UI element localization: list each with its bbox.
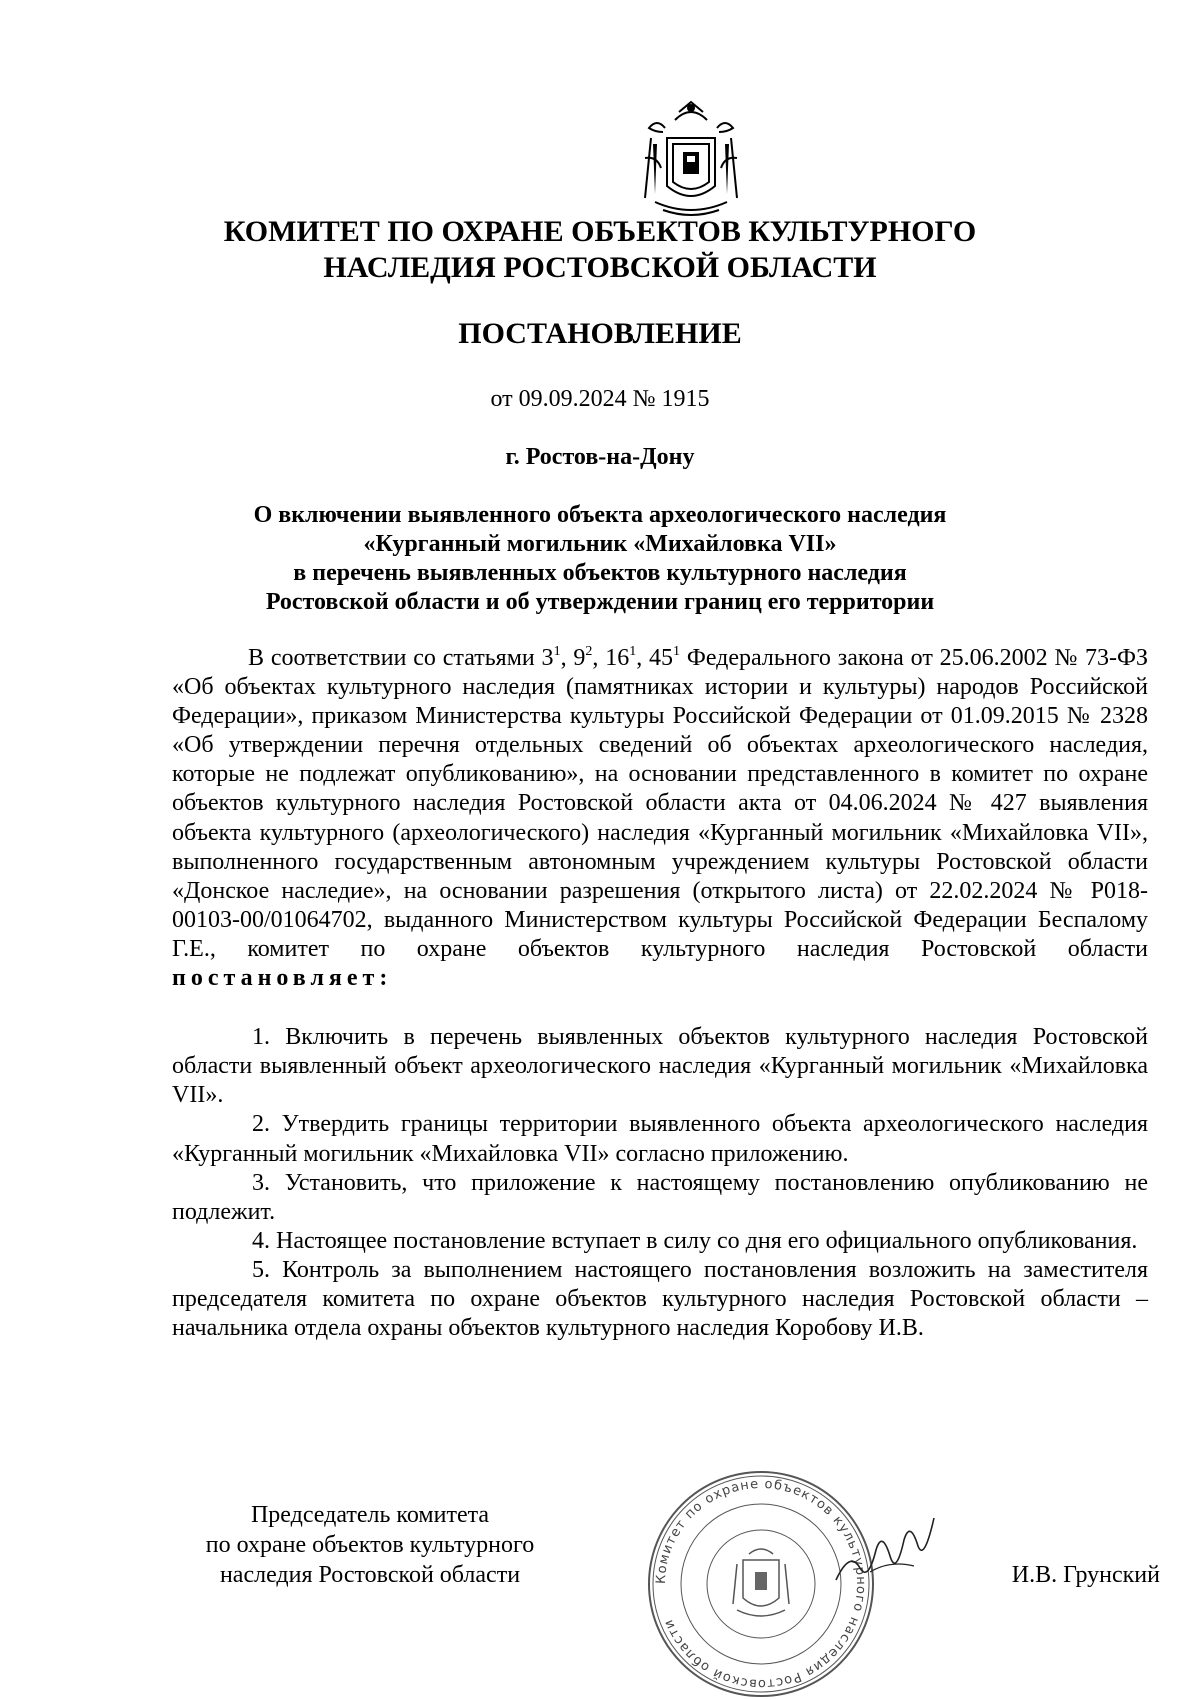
organization-name-line-2: НАСЛЕДИЯ РОСТОВСКОЙ ОБЛАСТИ: [323, 251, 877, 284]
preamble-sep-2: , 16: [592, 645, 630, 671]
article-superscript-4: 1: [673, 644, 681, 659]
decree-item-2: 2. Утвердить границы территории выявленного объекта археологического наследия «Курганный могильник «Михайловка VII» согласно приложению.: [172, 1111, 1148, 1167]
organization-name-line-1: КОМИТЕТ ПО ОХРАНЕ ОБЪЕКТОВ КУЛЬТУРНОГО: [223, 215, 977, 248]
subject-line-4: Ростовской области и об утверждении границ его территории: [265, 589, 935, 615]
subject-line-3: в перечень выявленных объектов культурного наследия: [293, 560, 907, 586]
article-superscript-2: 2: [585, 644, 593, 659]
handwritten-signature: [830, 1510, 940, 1590]
signatory-title-line-3: наследия Ростовской области: [219, 1562, 521, 1588]
signatory-title-line-2: по охране объектов культурного: [205, 1532, 535, 1558]
article-superscript-3: 1: [629, 644, 637, 659]
stamp-outer-text: Комитет по охране объектов культурного наследия Ростовской области: [653, 1476, 869, 1692]
preamble-sep-3: , 45: [636, 645, 674, 671]
document-subject: [0, 501, 1200, 617]
rostov-oblast-coat-of-arms-icon: [635, 98, 747, 220]
decree-item-5: 5. Контроль за выполнением настоящего постановления возложить на заместителя председателя комитета по охране объектов культурного наследия Ростовской области – начальника отдела охраны объектов культурного наследия Коробову И.В.: [172, 1256, 1148, 1342]
subject-line-1: О включении выявленного объекта археологического наследия: [253, 502, 947, 528]
subject-line-2: «Курганный могильник «Михайловка VII»: [363, 531, 837, 557]
preamble-paragraph: [172, 644, 1148, 993]
decree-item-4: 4. Настоящее постановление вступает в силу со дня его официального опубликования.: [252, 1227, 1138, 1254]
decree-word: постановляет:: [172, 965, 393, 992]
organization-name: [0, 214, 1200, 286]
preamble-text-1: В соответствии со статьями 3: [248, 645, 554, 671]
document-body: [172, 644, 1148, 1343]
preamble-sep-1: , 9: [560, 645, 586, 671]
article-superscript-1: 1: [553, 644, 561, 659]
preamble-text-2: Федерального закона от 25.06.2002 № 73-ФЗ «Об объектах культурного наследия (памятниках истории и культуры) народов Российской Федерации», приказом Министерства культуры Российской Федерации от 01.09.2015 № 2328 «Об утверждении перечня отдельных сведений об объектах археологического наследия, которые не подлежат опубликованию», на основании представленного в комитет по охране объектов культурного наследия Ростовской области акта от 04.06.2024 № 427 выявления объекта культурного (археологического) наследия «Курганный могильник «Михайловка VII», выполненного государственным автономным учреждением культуры Ростовской области «Донское наследие», на основании разрешения (открытого листа) от 22.02.2024 № Р018-00103-00/01064702, выданного Министерством культуры Российской Федерации Беспалому Г.Е., комитет по охране объектов культурного наследия Ростовской области: [172, 645, 1148, 962]
signatory-title: [170, 1500, 570, 1590]
document-date-number: от 09.09.2024 № 1915: [490, 386, 710, 412]
document-city: г. Ростов-на-Дону: [505, 444, 695, 470]
signatory-name: И.В. Грунский: [1011, 1562, 1160, 1588]
document-type: ПОСТАНОВЛЕНИЕ: [458, 317, 742, 350]
decree-item-1: 1. Включить в перечень выявленных объектов культурного наследия Ростовской области выявленный объект археологического наследия «Курганный могильник «Михайловка VII».: [172, 1024, 1148, 1109]
decree-item-3: 3. Установить, что приложение к настоящему постановлению опубликованию не подлежит.: [172, 1169, 1148, 1225]
signatory-title-line-1: Председатель комитета: [250, 1502, 490, 1528]
